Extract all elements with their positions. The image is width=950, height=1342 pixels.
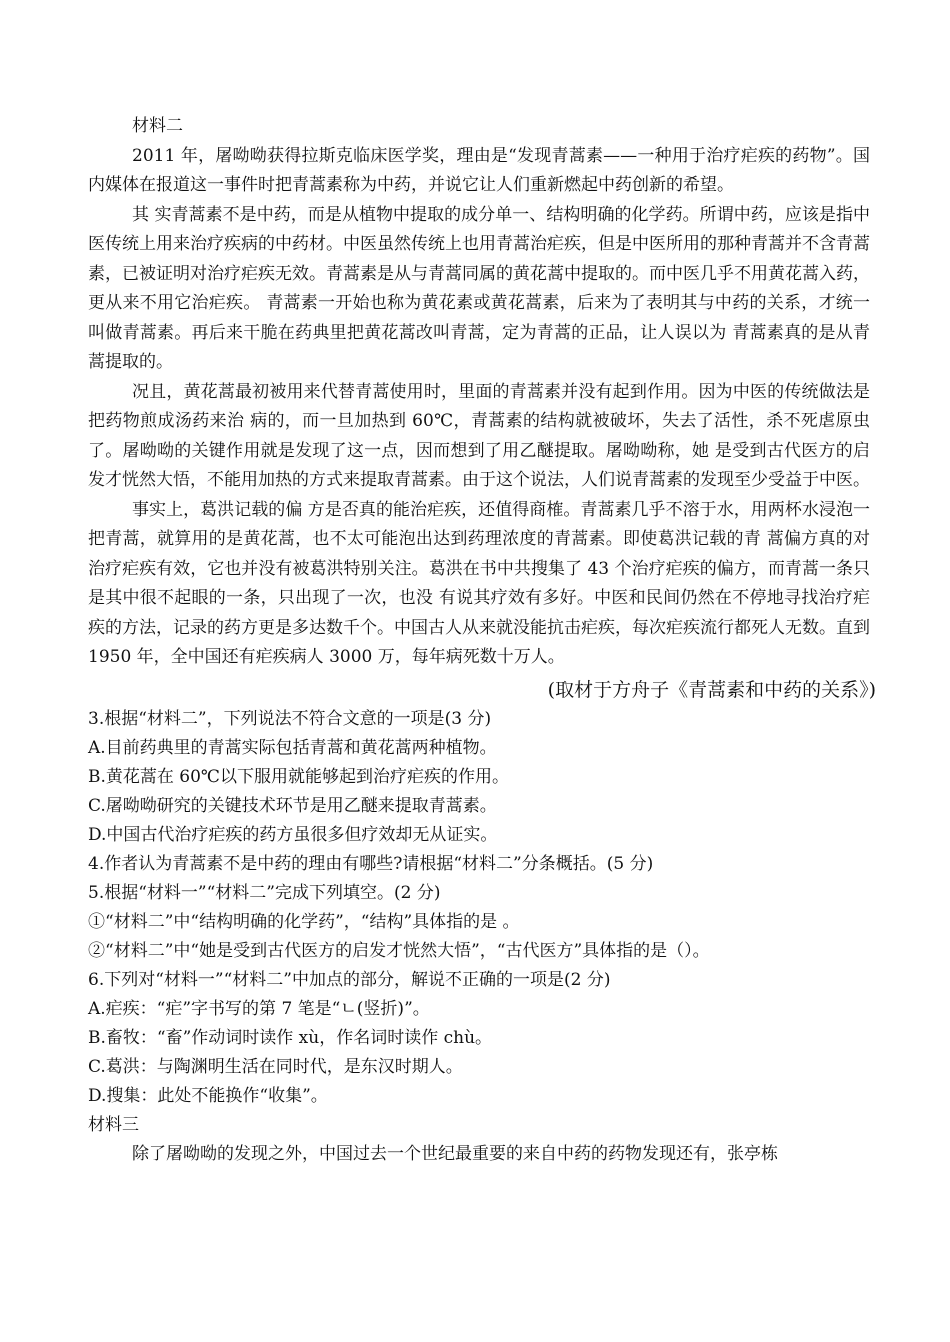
question-3-option-d: D.中国古代治疗疟疾的药方虽很多但疗效却无从证实。 (88, 824, 498, 845)
material-three-label: 材料三 (88, 1114, 139, 1135)
question-5: 5.根据“材料一”“材料二”完成下列填空。(2 分) (88, 882, 441, 903)
question-6-option-b: B.畜牧：“畜”作动词时读作 xù，作名词时读作 chù。 (88, 1027, 493, 1048)
question-5-item-1: ①“材料二”中“结构明确的化学药”，“结构”具体指的是 。 (88, 911, 520, 932)
question-3-option-c: C.屠呦呦研究的关键技术环节是用乙醚来提取青蒿素。 (88, 795, 497, 816)
question-5-item-2: ②“材料二”中“她是受到古代医方的启发才恍然大悟”，“古代医方”具体指的是（）。 (88, 940, 710, 961)
question-3-option-b: B.黄花蒿在 60℃以下服用就能够起到治疗疟疾的作用。 (88, 766, 509, 787)
source-citation: (取材于方舟子《青蒿素和中药的关系》) (547, 678, 876, 701)
material-two-label: 材料二 (132, 116, 183, 136)
question-3: 3.根据“材料二”，下列说法不符合文意的一项是(3 分) (88, 708, 492, 729)
document-page (88, 112, 876, 1169)
question-3-option-a: A.目前药典里的青蒿实际包括青蒿和黄花蒿两种植物。 (88, 737, 497, 758)
material-two-paragraph-1: 2011 年，屠呦呦获得拉斯克临床医学奖，理由是“发现青蒿素——一种用于治疗疟疾的药物”。国内媒体在报道这一事件时把青蒿素称为中药，并说它让人们重新燃起中药创新的希望。 (88, 145, 870, 195)
question-6-option-c: C.葛洪：与陶渊明生活在同时代，是东汉时期人。 (88, 1056, 463, 1077)
question-6-option-d: D.搜集：此处不能换作“收集”。 (88, 1085, 328, 1106)
material-two-paragraph-4: 事实上，葛洪记载的偏 方是否真的能治疟疾，还值得商榷。青蒿素几乎不溶于水，用两杯水浸泡一把青蒿，就算用的是黄花蒿，也不太可能泡出达到药理浓度的青蒿素。即使葛洪记载的青 蒿偏方真的对治疗疟疾有效，它也并没有被葛洪特别关注。葛洪在书中共搜集了 43 个治疗疟疾的偏方，而青蒿一条只是其中很不起眼的一条，只出现了一次，也没 有说其疗效有多好。中医和民间仍然在不停地寻找治疗疟疾的方法，记录的药方更是多达数千个。中国古人从来就没能抗击疟疾，每次疟疾流行都死人无数。直到 1950 年，全中国还有疟疾病人 3000 万，每年病死数十万人。 (88, 499, 870, 667)
question-6: 6.下列对“材料一”“材料二”中加点的部分，解说不正确的一项是(2 分) (88, 969, 611, 990)
question-6-option-a: A.疟疾：“疟”字书写的第 7 笔是“ㄴ(竖折)”。 (88, 998, 430, 1019)
material-two-paragraph-3: 况且，黄花蒿最初被用来代替青蒿使用时，里面的青蒿素并没有起到作用。因为中医的传统做法是把药物煎成汤药来治 病的，而一旦加热到 60℃，青蒿素的结构就被破坏，失去了活性，杀不死虐原虫了。屠呦呦的关键作用就是发现了这一点，因而想到了用乙醚提取。屠呦呦称，她 是受到古代医方的启发才恍然大悟，不能用加热的方式来提取青蒿素。由于这个说法，人们说青蒿素的发现至少受益于中医。 (88, 381, 870, 490)
question-4: 4.作者认为青蒿素不是中药的理由有哪些?请根据“材料二”分条概括。(5 分) (88, 853, 654, 874)
material-two-paragraph-2: 其 实青蒿素不是中药，而是从植物中提取的成分单一、结构明确的化学药。所谓中药，应该是指中医传统上用来治疗疾病的中药材。中医虽然传统上也用青蒿治疟疾，但是中医所用的那种青蒿并不含青蒿素，已被证明对治疗疟疾无效。青蒿素是从与青蒿同属的黄花蒿中提取的。而中医几乎不用黄花蒿入药，更从来不用它治疟疾。 青蒿素一开始也称为黄花素或黄花蒿素，后来为了表明其与中药的关系，才统一叫做青蒿素。再后来干脆在药典里把黄花蒿改叫青蒿，定为青蒿的正品，让人误以为 青蒿素真的是从青蒿提取的。 (88, 204, 870, 372)
material-three-paragraph: 除了屠呦呦的发现之外，中国过去一个世纪最重要的来自中药的药物发现还有，张亭栋 (132, 1143, 778, 1164)
